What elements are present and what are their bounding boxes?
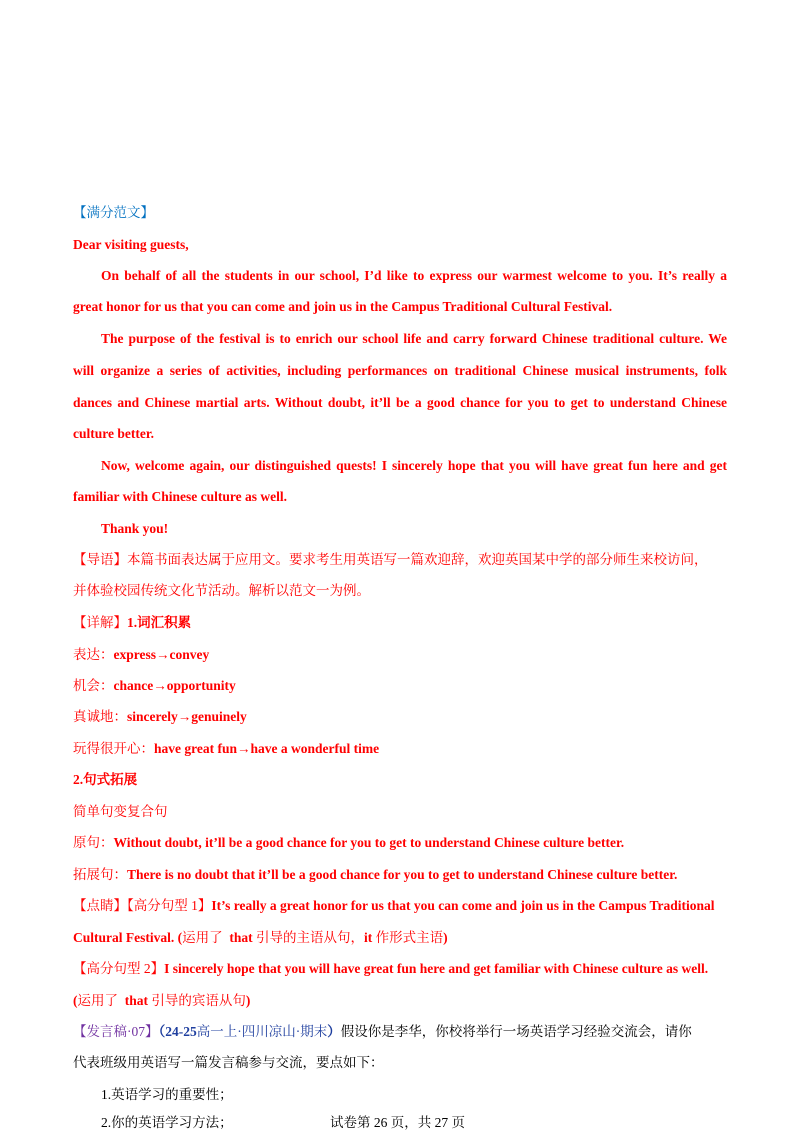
sample-p1-line1: On behalf of all the students in our school, I’d like to express our warmest welcome to you. It’s really a	[101, 268, 727, 283]
type1-close: )	[443, 930, 448, 945]
next-task-line1	[73, 1023, 692, 1041]
page-footer: 试卷第 26 页，共 27 页	[330, 1115, 465, 1130]
vocab-title: 1.词汇积累	[127, 615, 192, 630]
sample-p2-line3: dances and Chinese martial arts. Without doubt, it’ll be a good chance for you to get to understand Chinese	[73, 395, 727, 410]
type2-open: (	[73, 993, 78, 1008]
type1-note: 作形式主语	[375, 930, 444, 945]
sample-p2-line2: will organize a series of activities, including performances on traditional Chinese musical instruments, folk	[73, 363, 727, 378]
type2-note: 引导的宾语从句	[151, 993, 246, 1008]
sample-heading: 【满分范文】	[73, 205, 154, 220]
type2-note: 运用了	[77, 993, 118, 1008]
sample-p3-line2: familiar with Chinese culture as well.	[73, 489, 287, 504]
type1-it: it	[364, 930, 373, 945]
vocab-item	[73, 646, 209, 664]
expanded-label: 拓展句：	[73, 867, 127, 882]
highlight-type1-line1	[73, 897, 715, 915]
sample-p1-line2: great honor for us that you can come and join us in the Campus Traditional Cultural Festival.	[73, 299, 613, 314]
sample-p2-line4: culture better.	[73, 426, 154, 441]
vocab-cn: 机会：	[73, 678, 114, 693]
vocab-cn: 玩得很开心：	[73, 741, 154, 756]
task-point: 2.你的英语学习方法；	[101, 1115, 233, 1130]
sentence-title: 2.句式拓展	[73, 772, 138, 787]
type1-that: that	[229, 930, 253, 945]
highlight-type1-line2	[73, 929, 448, 947]
type2-close: )	[245, 993, 251, 1008]
vocab-en: chance→opportunity	[113, 678, 236, 693]
task-prompt-2: 代表班级用英语写一篇发言稿参与交流，要点如下：	[73, 1055, 384, 1070]
type2-label: 【高分句型 2】	[73, 961, 165, 976]
type1-text: It’s really a great honor for us that you can come and join us in the Campus Traditional	[211, 898, 715, 913]
sentence-sub: 简单句变复合句	[73, 804, 168, 819]
source-close: ）	[327, 1024, 341, 1039]
vocab-en: sincerely→genuinely	[127, 709, 247, 724]
vocab-cn: 表达：	[73, 647, 114, 662]
vocab-cn: 真诚地：	[73, 709, 127, 724]
guide-text-1: 本篇书面表达属于应用文。要求考生用英语写一篇欢迎辞，欢迎英国某中学的部分师生来校访问，	[127, 552, 708, 567]
highlights-label: 【点睛】	[73, 898, 127, 913]
source-open: （	[158, 1024, 166, 1039]
sample-closing: Thank you!	[101, 521, 169, 536]
type2-that: that	[124, 993, 148, 1008]
expanded-sentence	[73, 866, 677, 884]
source-text: 高一上·四川凉山·期末	[196, 1024, 328, 1039]
vocab-item	[73, 708, 247, 726]
vocab-item	[73, 677, 236, 695]
guide-text-2: 并体验校园传统文化节活动。解析以范文一为例。	[73, 583, 370, 598]
type1-text-2: Cultural Festival. (	[73, 930, 183, 945]
guide-label: 【导语】	[73, 552, 127, 567]
type1-note: 引导的主语从句，	[256, 930, 364, 945]
guide-line1	[73, 551, 708, 569]
expanded-text: There is no doubt that it’ll be a good chance for you to get to understand Chinese culture better.	[127, 867, 678, 882]
original-text: Without doubt, it’ll be a good chance for you to get to understand Chinese culture better.	[113, 835, 625, 850]
original-label: 原句：	[73, 835, 114, 850]
vocab-en: express→convey	[113, 647, 210, 662]
sample-salutation: Dear visiting guests,	[73, 237, 189, 252]
sample-p3-line1: Now, welcome again, our distinguished quests! I sincerely hope that you will have great fun here and get	[101, 458, 727, 473]
type2-text: I sincerely hope that you will have great fun here and get familiar with Chinese culture as well.	[164, 961, 709, 976]
sample-p2-line1: The purpose of the festival is to enrich our school life and carry forward Chinese traditional culture. We	[101, 331, 727, 346]
source-num: 24-25	[165, 1024, 197, 1039]
details-label: 【详解】	[73, 615, 127, 630]
task-point: 1.英语学习的重要性；	[101, 1087, 233, 1102]
highlight-type2-line2	[73, 992, 250, 1010]
vocab-en: have great fun→have a wonderful time	[154, 741, 380, 756]
vocab-item	[73, 740, 379, 758]
details-line	[73, 614, 191, 632]
task-prompt: 假设你是李华，你校将举行一场英语学习经验交流会，请你	[340, 1024, 692, 1039]
type1-note: 运用了	[182, 930, 223, 945]
task-label: 【发言稿·07】	[73, 1024, 159, 1039]
type1-label: 【高分句型 1】	[127, 898, 212, 913]
original-sentence	[73, 834, 624, 852]
highlight-type2-line1	[73, 960, 708, 978]
